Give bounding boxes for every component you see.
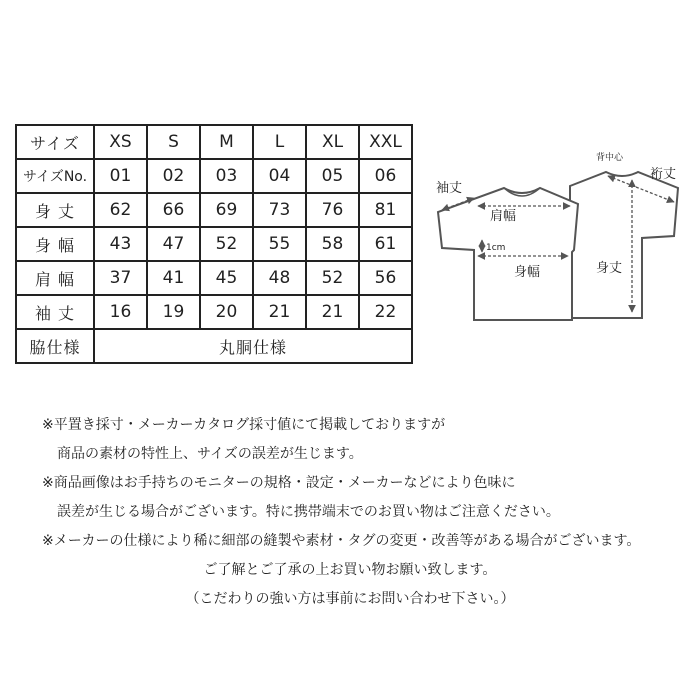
- row-label: 肩 幅: [16, 261, 94, 295]
- note-line-7: （こだわりの強い方は事前にお問い合わせ下さい。）: [185, 591, 515, 607]
- cell-value: 52: [306, 261, 359, 295]
- cell-value: 66: [147, 193, 200, 227]
- size-table: [15, 124, 413, 364]
- cell-value: 76: [306, 193, 359, 227]
- side-construction-value: 丸胴仕様: [94, 329, 412, 363]
- row-label: サイズNo.: [16, 159, 94, 193]
- cell-value: 41: [147, 261, 200, 295]
- cell-value: 62: [94, 193, 147, 227]
- cell-value: 02: [147, 159, 200, 193]
- cell-value: 45: [200, 261, 253, 295]
- row-size-number: [16, 159, 412, 193]
- header-xs: XS: [94, 125, 147, 159]
- tshirt-back-outline: [570, 172, 678, 318]
- row-label: 袖 丈: [16, 295, 94, 329]
- cell-value: 48: [253, 261, 306, 295]
- row-side-construction: [16, 329, 412, 363]
- cell-value: 73: [253, 193, 306, 227]
- header-s: S: [147, 125, 200, 159]
- row-label: 脇仕様: [16, 329, 94, 363]
- cell-value: 01: [94, 159, 147, 193]
- cell-value: 56: [359, 261, 412, 295]
- row-shoulder-width: [16, 261, 412, 295]
- header-l: L: [253, 125, 306, 159]
- cell-value: 19: [147, 295, 200, 329]
- label-back-center: 背中心: [596, 153, 624, 163]
- row-body-width: [16, 227, 412, 261]
- cell-value: 58: [306, 227, 359, 261]
- cell-value: 21: [306, 295, 359, 329]
- note-line-3: ※商品画像はお手持ちのモニターの規格・設定・メーカーなどにより色味に: [42, 475, 516, 491]
- row-label: 身 丈: [16, 193, 94, 227]
- header-xxl: XXL: [359, 125, 412, 159]
- cell-value: 03: [200, 159, 253, 193]
- note-line-1: ※平置き採寸・メーカーカタログ採寸値にて掲載しておりますが: [42, 417, 446, 433]
- label-one-cm: 1cm: [486, 243, 506, 253]
- label-sleeve-length: 袖丈: [436, 181, 463, 196]
- cell-value: 22: [359, 295, 412, 329]
- header-size: サイズ: [16, 125, 94, 159]
- cell-value: 43: [94, 227, 147, 261]
- tshirt-front-outline: [438, 188, 578, 320]
- tshirt-measurement-diagram: [420, 140, 690, 330]
- header-row: [16, 125, 412, 159]
- cell-value: 55: [253, 227, 306, 261]
- note-line-4: 誤差が生じる場合がございます。特に携帯端末でのお買い物はご注意ください。: [57, 504, 560, 520]
- note-line-2: 商品の素材の特性上、サイズの誤差が生じます。: [57, 446, 363, 462]
- note-line-5: ※メーカーの仕様により稀に細部の縫製や素材・タグの変更・改善等がある場合がございます。: [42, 533, 641, 549]
- cell-value: 69: [200, 193, 253, 227]
- cell-value: 05: [306, 159, 359, 193]
- cell-value: 81: [359, 193, 412, 227]
- row-sleeve-length: [16, 295, 412, 329]
- header-xl: XL: [306, 125, 359, 159]
- label-shoulder-width: 肩幅: [490, 209, 517, 224]
- label-yuki-length: 裄丈: [650, 167, 677, 182]
- label-body-length: 身丈: [596, 261, 623, 276]
- cell-value: 21: [253, 295, 306, 329]
- cell-value: 52: [200, 227, 253, 261]
- row-label: 身 幅: [16, 227, 94, 261]
- cell-value: 37: [94, 261, 147, 295]
- cell-value: 47: [147, 227, 200, 261]
- note-line-6: ご了解とご了承の上お買い物お願い致します。: [203, 562, 497, 578]
- label-body-width: 身幅: [514, 265, 541, 280]
- cell-value: 06: [359, 159, 412, 193]
- cell-value: 20: [200, 295, 253, 329]
- cell-value: 16: [94, 295, 147, 329]
- row-body-length: [16, 193, 412, 227]
- cell-value: 61: [359, 227, 412, 261]
- header-m: M: [200, 125, 253, 159]
- cell-value: 04: [253, 159, 306, 193]
